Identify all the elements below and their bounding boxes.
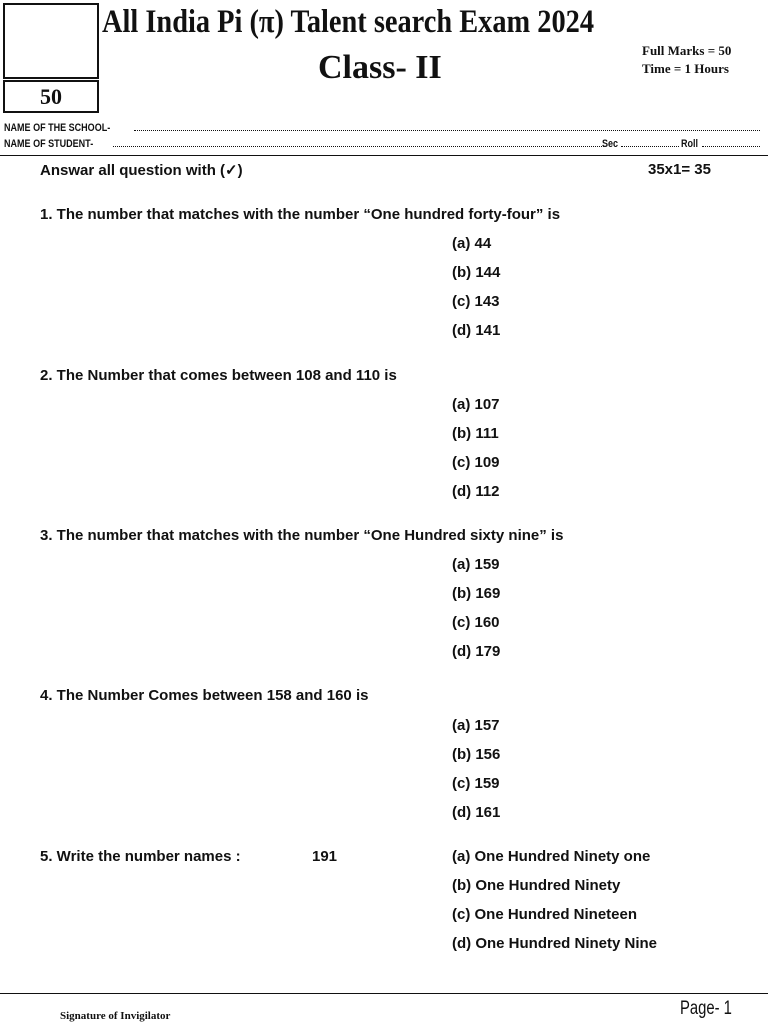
q3-option-b[interactable]: (b) 169 xyxy=(452,585,501,602)
roll-label: Roll xyxy=(681,138,699,150)
q5-option-b[interactable]: (b) One Hundred Ninety xyxy=(452,877,621,894)
question-1: 1. The number that matches with the number “One hundred forty-four” is xyxy=(40,206,561,223)
q5-option-c[interactable]: (c) One Hundred Nineteen xyxy=(452,906,638,923)
question-2: 2. The Number that comes between 108 and 110 is xyxy=(40,367,397,384)
q1-option-d[interactable]: (d) 141 xyxy=(452,322,501,339)
q2-option-a[interactable]: (a) 107 xyxy=(452,396,500,413)
student-name-field[interactable] xyxy=(4,135,762,150)
time-limit: Time = 1 Hours xyxy=(642,61,729,76)
instructions: Answar all question with (✓) xyxy=(40,162,243,179)
full-marks: Full Marks = 50 xyxy=(642,43,732,58)
q5-option-a[interactable]: (a) One Hundred Ninety one xyxy=(452,848,651,865)
marks-obtained-box xyxy=(3,3,99,79)
marks-distribution: 35x1= 35 xyxy=(648,161,711,178)
q4-option-b[interactable]: (b) 156 xyxy=(452,746,501,763)
q4-option-c[interactable]: (c) 159 xyxy=(452,775,500,792)
question-5-number: 191 xyxy=(312,848,338,865)
q1-option-b[interactable]: (b) 144 xyxy=(452,264,501,281)
section-blank[interactable] xyxy=(621,146,679,147)
question-3: 3. The number that matches with the number “One Hundred sixty nine” is xyxy=(40,527,564,544)
q2-option-d[interactable]: (d) 112 xyxy=(452,483,500,500)
school-name-field[interactable] xyxy=(4,119,762,134)
q3-option-a[interactable]: (a) 159 xyxy=(452,556,500,573)
student-name-label: NAME OF STUDENT- xyxy=(4,138,94,150)
class-title: Class- II xyxy=(318,49,442,86)
page-number: Page- 1 xyxy=(680,998,732,1019)
q2-option-b[interactable]: (b) 111 xyxy=(452,425,499,442)
q3-option-d[interactable]: (d) 179 xyxy=(452,643,501,660)
student-name-blank[interactable] xyxy=(113,146,604,147)
header-divider xyxy=(0,155,768,156)
question-5: 5. Write the number names : xyxy=(40,848,241,865)
q5-option-d[interactable]: (d) One Hundred Ninety Nine xyxy=(452,935,658,952)
q4-option-a[interactable]: (a) 157 xyxy=(452,717,500,734)
exam-title: All India Pi (π) Talent search Exam 2024 xyxy=(102,4,595,40)
invigilator-signature-label: Signature of Invigilator xyxy=(60,1010,171,1022)
total-marks-box: 50 xyxy=(3,80,99,113)
q1-option-a[interactable]: (a) 44 xyxy=(452,235,492,252)
section-label: Sec xyxy=(601,138,618,150)
footer-divider xyxy=(0,993,768,994)
q4-option-d[interactable]: (d) 161 xyxy=(452,804,501,821)
q2-option-c[interactable]: (c) 109 xyxy=(452,454,500,471)
roll-blank[interactable] xyxy=(702,146,760,147)
school-name-blank[interactable] xyxy=(134,130,760,131)
question-4: 4. The Number Comes between 158 and 160 is xyxy=(40,687,369,704)
q1-option-c[interactable]: (c) 143 xyxy=(452,293,500,310)
school-name-label: NAME OF THE SCHOOL- xyxy=(4,122,111,134)
q3-option-c[interactable]: (c) 160 xyxy=(452,614,500,631)
